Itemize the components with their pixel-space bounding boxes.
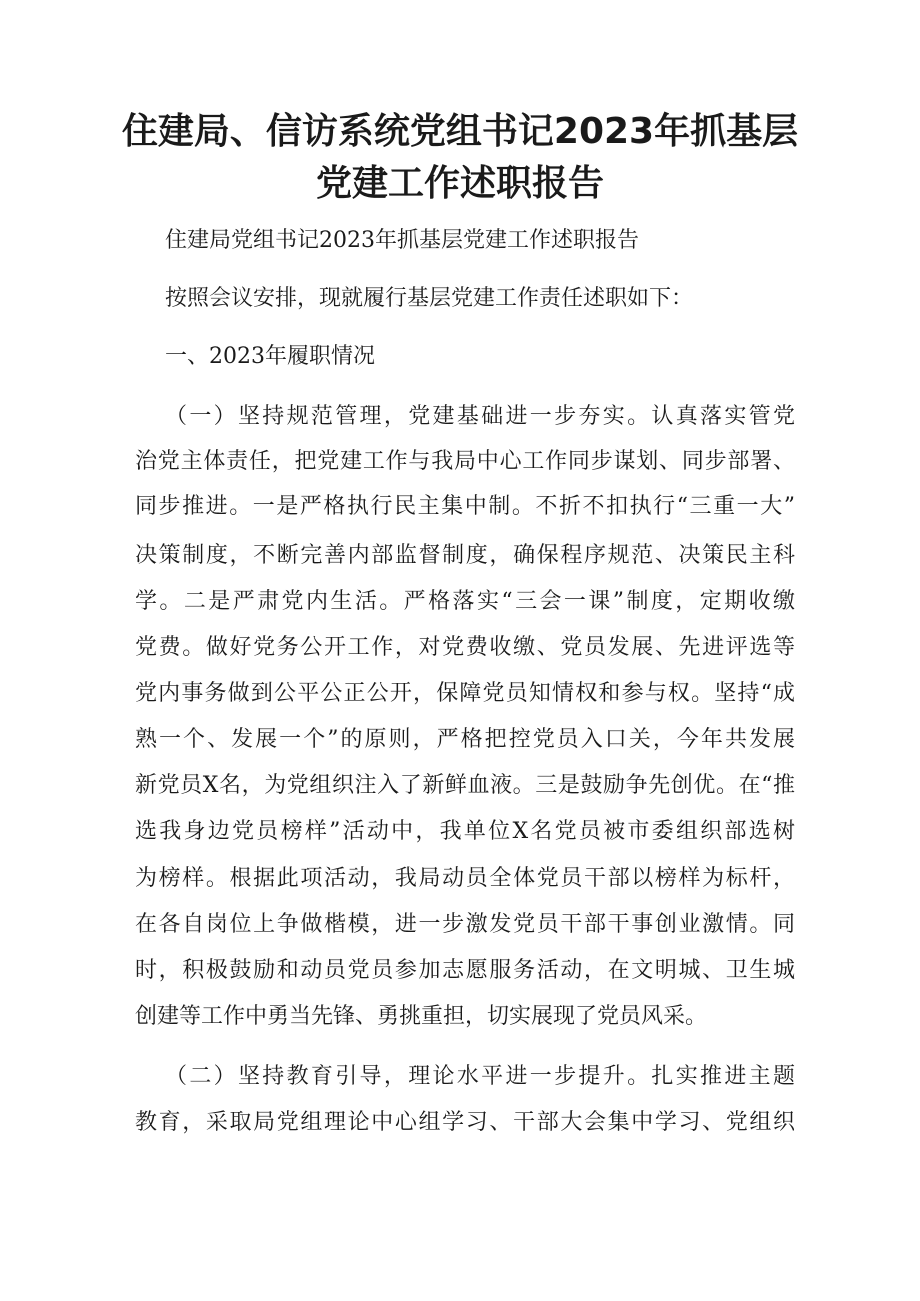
- document-title-line-1: 住建局、信访系统党组书记2023年抓基层: [121, 111, 799, 152]
- paragraph-1-line: 创建等工作中勇当先锋、勇挑重担，切实展现了党员风采。: [135, 1004, 708, 1029]
- paragraph-1-line: 熟一个、发展一个”的原则，严格把控党员入口关，今年共发展: [135, 727, 795, 752]
- document-subtitle: 住建局党组书记2023年抓基层党建工作述职报告: [165, 228, 639, 253]
- paragraph-1-line: 为榜样。根据此项活动，我局动员全体党员干部以榜样为标杆，: [135, 866, 795, 891]
- paragraph-1-line: 治党主体责任，把党建工作与我局中心工作同步谋划、同步部署、: [135, 449, 795, 474]
- paragraph-1-line: 党费。做好党务公开工作，对党费收缴、党员发展、先进评选等: [135, 635, 795, 660]
- section-heading: 一、2023年履职情况: [165, 344, 375, 369]
- paragraph-1-line: 在各自岗位上争做楷模，进一步激发党员干部干事创业激情。同: [135, 912, 795, 937]
- intro-paragraph: 按照会议安排，现就履行基层党建工作责任述职如下：: [165, 286, 694, 311]
- paragraph-2-line: 教育，采取局党组理论中心组学习、干部大会集中学习、党组织: [135, 1110, 795, 1135]
- paragraph-1-line: 决策制度，不断完善内部监督制度，确保程序规范、决策民主科: [135, 543, 795, 568]
- paragraph-1-line: 党内事务做到公平公正公开，保障党员知情权和参与权。坚持“成: [135, 681, 795, 706]
- paragraph-1-line: 学。二是严肃党内生活。严格落实“三会一课”制度，定期收缴: [135, 589, 795, 614]
- paragraph-1-line: 同步推进。一是严格执行民主集中制。不折不扣执行“三重一大”: [135, 494, 795, 519]
- paragraph-1-line: （一）坚持规范管理，党建基础进一步夯实。认真落实管党: [165, 404, 795, 429]
- paragraph-1-line: 新党员X名，为党组织注入了新鲜血液。三是鼓励争先创优。在“推: [135, 773, 795, 798]
- paragraph-2-line: （二）坚持教育引导，理论水平进一步提升。扎实推进主题: [165, 1064, 795, 1089]
- document-title-line-2: 党建工作述职报告: [315, 163, 604, 204]
- paragraph-1-line: 时，积极鼓励和动员党员参加志愿服务活动，在文明城、卫生城: [135, 958, 795, 983]
- paragraph-1-line: 选我身边党员榜样”活动中，我单位X名党员被市委组织部选树: [135, 819, 795, 844]
